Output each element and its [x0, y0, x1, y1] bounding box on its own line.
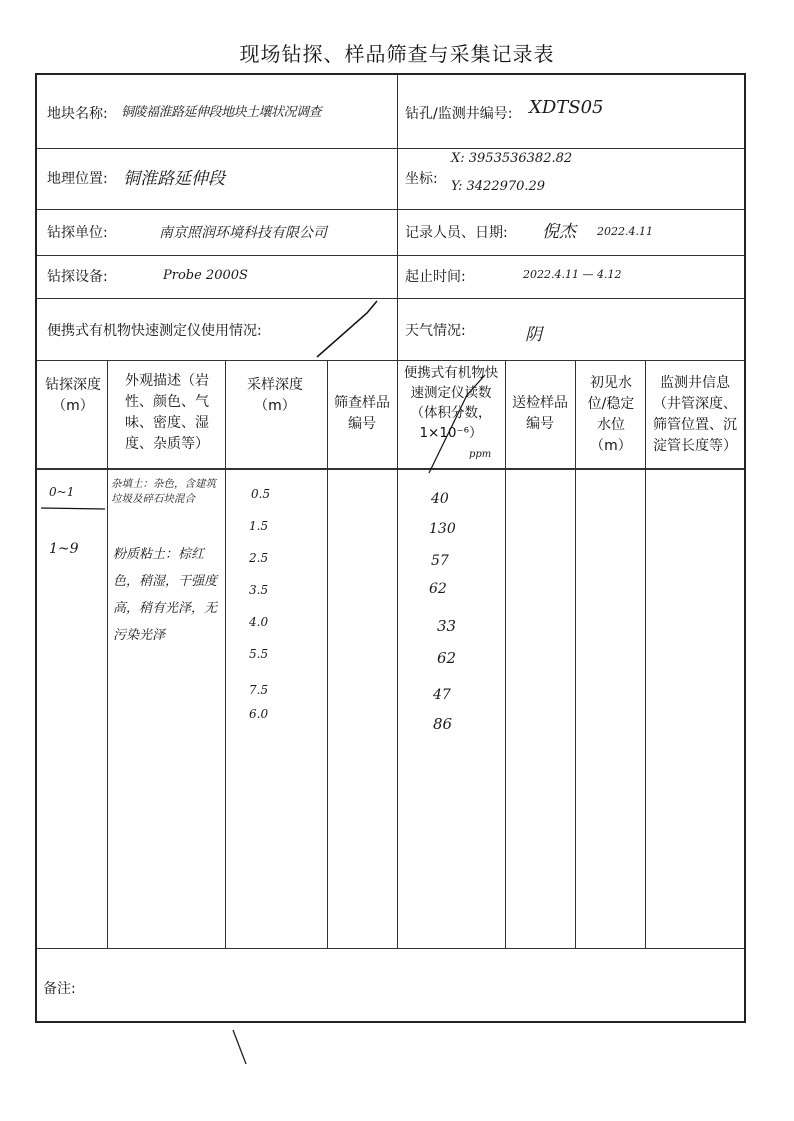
pid-reading: 86 — [433, 715, 453, 733]
pid-reading: 57 — [431, 553, 449, 569]
recorder-name: 倪杰 — [542, 222, 576, 242]
recorder-label: 记录人员、日期: — [405, 225, 508, 241]
plot-name-label: 地块名称: — [47, 106, 108, 122]
pid-unit-note: ppm — [469, 449, 492, 460]
pid-reading: 62 — [437, 649, 457, 667]
col-header-water-level: 初见水位/稳定水位（m） — [587, 375, 635, 454]
col-header-well-info: 监测井信息（井管深度、筛管位置、沉淀管长度等） — [653, 375, 737, 454]
col-header-screen-id: 筛查样品编号 — [334, 395, 390, 432]
pid-reading: 33 — [437, 617, 457, 635]
plot-name-value: 铜陵福淮路延伸段地块土壤状况调查 — [121, 105, 322, 120]
col-header-lab-sample-id: 送检样品编号 — [512, 395, 568, 432]
sample-depth: 0.5 — [251, 487, 271, 501]
coordinate-x: X: 3953536382.82 — [451, 151, 573, 166]
weather-value: 阴 — [525, 325, 542, 345]
location-value: 铜淮路延伸段 — [123, 169, 225, 189]
well-id-label: 钻孔/监测井编号: — [405, 106, 513, 122]
sample-depth: 5.5 — [249, 647, 269, 661]
record-date: 2022.4.11 — [597, 225, 653, 238]
sample-depth: 3.5 — [249, 583, 269, 597]
well-id-value: XDTS05 — [529, 97, 604, 118]
layer-depth: 0~1 — [49, 485, 75, 499]
sample-depth: 4.0 — [249, 615, 269, 629]
sample-depth: 6.0 — [249, 707, 269, 721]
weather-label: 天气情况: — [405, 323, 466, 339]
layer-depth: 1~9 — [49, 541, 79, 557]
drilling-unit-value: 南京照润环境科技有限公司 — [159, 225, 327, 241]
coordinate-label: 坐标: — [405, 171, 438, 187]
col-header-pid-reading: 便携式有机物快速测定仪读数（体积分数，1×10⁻⁶） — [403, 365, 499, 441]
coordinate-y: Y: 3422970.29 — [451, 179, 546, 194]
equipment-value: Probe 2000S — [163, 268, 248, 283]
pid-usage-label: 便携式有机物快速测定仪使用情况: — [47, 323, 262, 339]
pid-reading: 47 — [433, 687, 451, 703]
layer-description: 粉质粘土：棕红色，稍湿，干强度高，稍有光泽，无污染光泽 — [113, 547, 218, 643]
col-header-sample-depth: 采样深度（m） — [247, 377, 303, 414]
sample-depth: 1.5 — [249, 519, 269, 533]
form-title: 现场钻探、样品筛查与采集记录表 — [239, 42, 555, 66]
pid-reading: 40 — [431, 491, 449, 507]
start-end-time-value: 2022.4.11 — 4.12 — [523, 268, 622, 281]
layer-description: 杂填土：杂色，含建筑垃圾及碎石块混合 — [111, 478, 216, 505]
col-header-depth: 钻探深度（m） — [45, 377, 101, 414]
col-header-description: 外观描述（岩性、颜色、气味、密度、湿度、杂质等） — [125, 373, 209, 452]
equipment-label: 钻探设备: — [47, 269, 108, 285]
start-end-time-label: 起止时间: — [405, 269, 466, 285]
pid-reading: 62 — [429, 581, 447, 597]
pid-reading: 130 — [429, 521, 456, 537]
location-label: 地理位置: — [47, 171, 108, 187]
sample-depth: 2.5 — [249, 551, 269, 565]
remarks-label: 备注: — [43, 981, 76, 997]
sample-depth: 7.5 — [249, 683, 269, 697]
drilling-unit-label: 钻探单位: — [47, 225, 108, 241]
